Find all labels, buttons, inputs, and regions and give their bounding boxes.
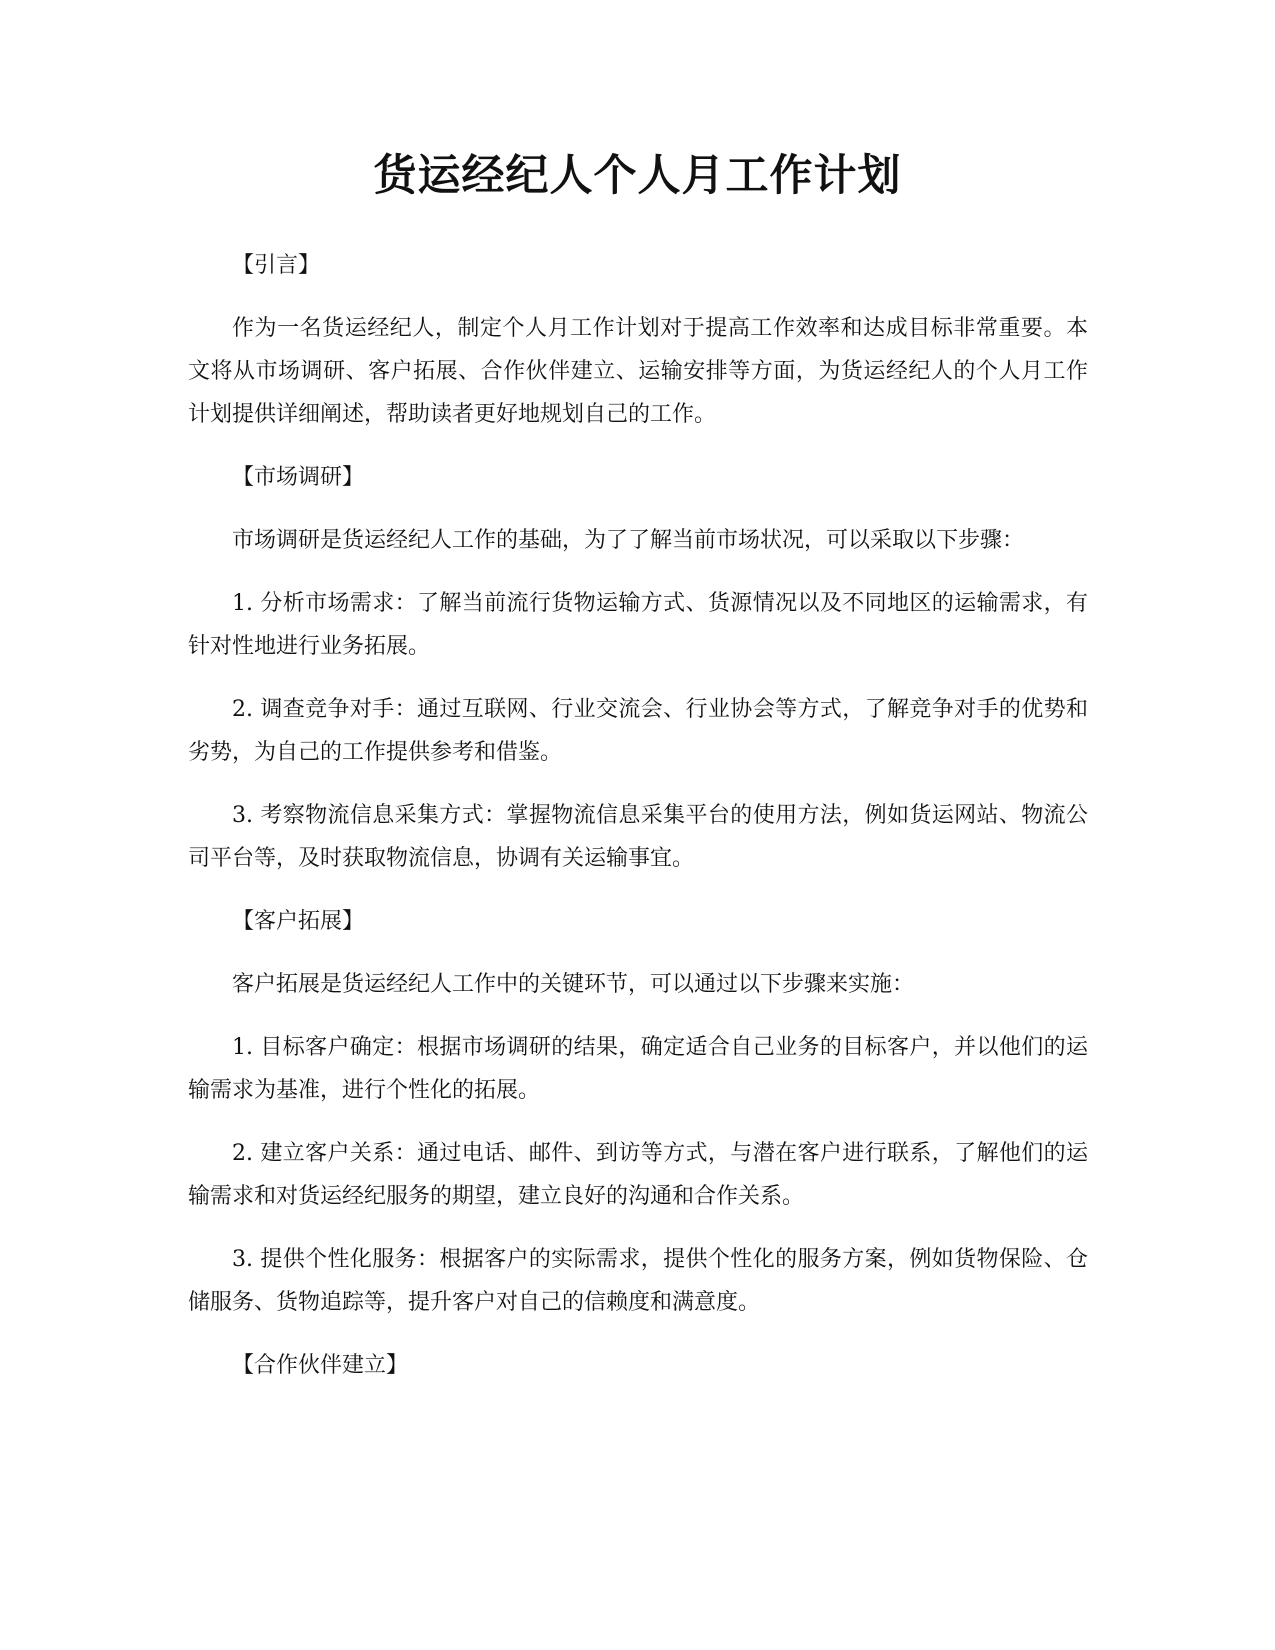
list-item-market-research-3: 3. 考察物流信息采集方式：掌握物流信息采集平台的使用方法，例如货运网站、物流公司平台等，及时获取物流信息，协调有关运输事宜。	[188, 803, 1088, 871]
list-item-market-research-1: 1. 分析市场需求：了解当前流行货物运输方式、货源情况以及不同地区的运输需求，有针对性地进行业务拓展。	[188, 591, 1088, 659]
list-item-customer-expansion-3: 3. 提供个性化服务：根据客户的实际需求，提供个性化的服务方案，例如货物保险、仓储服务、货物追踪等，提升客户对自己的信赖度和满意度。	[188, 1247, 1088, 1315]
document-body	[188, 244, 1088, 1407]
section-heading-partnership: 【合作伙伴建立】	[232, 1353, 409, 1378]
list-item-customer-expansion-1: 1. 目标客户确定：根据市场调研的结果，确定适合自己业务的目标客户，并以他们的运输需求为基准，进行个性化的拓展。	[188, 1035, 1088, 1103]
section-heading-customer-expansion: 【客户拓展】	[232, 909, 365, 934]
section-heading-market-research: 【市场调研】	[232, 465, 365, 490]
paragraph-customer-expansion-intro: 客户拓展是货运经纪人工作中的关键环节，可以通过以下步骤来实施：	[232, 972, 915, 997]
section-heading-introduction: 【引言】	[232, 253, 321, 278]
document-title: 货运经纪人个人月工作计划	[373, 151, 902, 201]
paragraph-introduction: 作为一名货运经纪人，制定个人月工作计划对于提高工作效率和达成目标非常重要。本文将从市场调研、客户拓展、合作伙伴建立、运输安排等方面，为货运经纪人的个人月工作计划提供详细阐述，帮助读者更好地规划自己的工作。	[188, 316, 1088, 427]
paragraph-market-research-intro: 市场调研是货运经纪人工作的基础，为了了解当前市场状况，可以采取以下步骤：	[232, 528, 1025, 553]
list-item-customer-expansion-2: 2. 建立客户关系：通过电话、邮件、到访等方式，与潜在客户进行联系，了解他们的运输需求和对货运经纪服务的期望，建立良好的沟通和合作关系。	[188, 1141, 1088, 1209]
list-item-market-research-2: 2. 调查竞争对手：通过互联网、行业交流会、行业协会等方式，了解竞争对手的优势和劣势，为自己的工作提供参考和借鉴。	[188, 697, 1088, 765]
